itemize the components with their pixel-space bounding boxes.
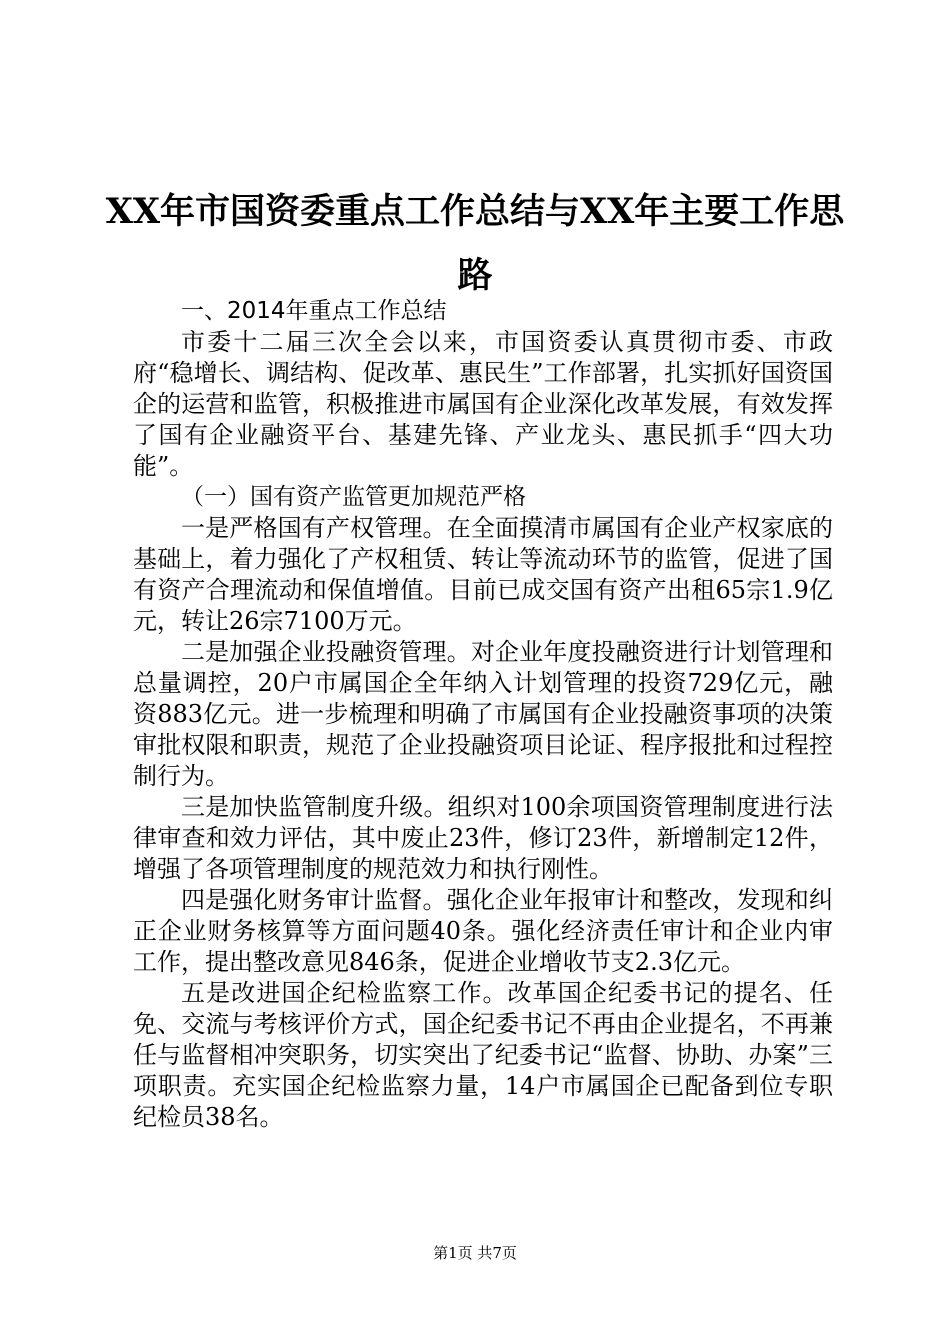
page-footer: 第1页 共7页 (433, 1244, 517, 1262)
intro-paragraph: 市委十二届三次全会以来，市国资委认真贯彻市委、市政府“稳增长、调结构、促改革、惠民生”工作部署，扎实抓好国资国企的运营和监管，积极推进市属国有企业深化改革发展，有效发挥了国有企业融资平台、基建先锋、产业龙头、惠民抓手“四大功能”。 (133, 328, 833, 480)
subsection-heading: （一）国有资产监管更加规范严格 (181, 484, 526, 510)
document-title: XX年市国资委重点工作总结与XX年主要工作思路 (105, 191, 845, 296)
body-paragraph: 三是加快监管制度升级。组织对100余项国资管理制度进行法律审查和效力评估，其中废止23件，修订23件，新增制定12件，增强了各项管理制度的规范效力和执行刚性。 (133, 793, 833, 883)
body-paragraph: 一是严格国有产权管理。在全面摸清市属国有企业产权家底的基础上，着力强化了产权租赁、转让等流动环节的监管，促进了国有资产合理流动和保值增值。目前已成交国有资产出租65宗1.9亿元，转让26宗7100万元。 (133, 514, 833, 635)
body-paragraph: 二是加强企业投融资管理。对企业年度投融资进行计划管理和总量调控，20户市属国企全年纳入计划管理的投资729亿元，融资883亿元。进一步梳理和明确了市属国有企业投融资事项的决策审批权限和职责，规范了企业投融资项目论证、程序报批和过程控制行为。 (133, 638, 833, 790)
document-body (133, 296, 833, 1133)
body-paragraph: 四是强化财务审计监督。强化企业年报审计和整改，发现和纠正企业财务核算等方面问题40条。强化经济责任审计和企业内审工作，提出整改意见846条，促进企业增收节支2.3亿元。 (133, 886, 833, 976)
body-paragraph: 五是改进国企纪检监察工作。改革国企纪委书记的提名、任免、交流与考核评价方式，国企纪委书记不再由企业提名，不再兼任与监督相冲突职务，切实突出了纪委书记“监督、协助、办案”三项职责。充实国企纪检监察力量，14户市属国企已配备到位专职纪检员38名。 (133, 979, 833, 1131)
section-heading: 一、2014年重点工作总结 (181, 298, 447, 324)
